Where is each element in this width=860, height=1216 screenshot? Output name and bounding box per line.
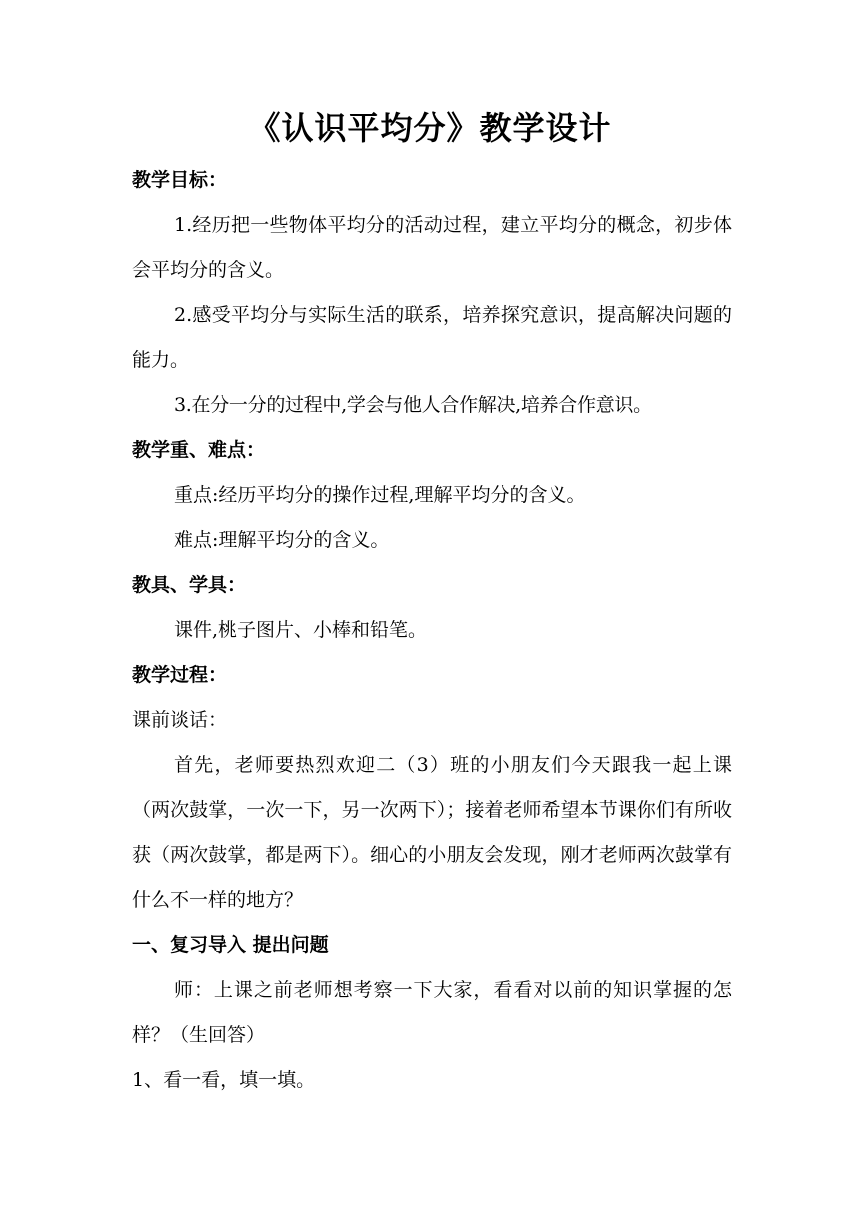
part1-text: 师：上课之前老师想考察一下大家，看看对以前的知识掌握的怎样？（生回答） [132, 979, 732, 1046]
objectives-heading: 教学目标： [132, 169, 228, 191]
part1-item: 1、看一看，填一填。 [132, 1069, 316, 1091]
pre-class-label: 课前谈话： [132, 709, 228, 731]
tools-text: 课件,桃子图片、小棒和铅笔。 [174, 619, 428, 641]
part1-heading: 一、复习导入 提出问题 [132, 934, 329, 956]
document-body [132, 158, 732, 1103]
pre-class-text: 首先，老师要热烈欢迎二（3）班的小朋友们今天跟我一起上课（两次鼓掌，一次一下，另一次两下）；接着老师希望本节课你们有所收获（两次鼓掌，都是两下）。细心的小朋友会发现，刚才老师两次鼓掌有什么不一样的地方？ [132, 754, 732, 911]
objective-item: 1.经历把一些物体平均分的活动过程，建立平均分的概念，初步体会平均分的含义。 [132, 214, 732, 281]
process-heading: 教学过程： [132, 664, 228, 686]
key-points-heading: 教学重、难点： [132, 439, 266, 461]
document-title: 《认识平均分》教学设计 [248, 109, 612, 147]
tools-heading: 教具、学具： [132, 574, 247, 596]
objective-item: 3.在分一分的过程中,学会与他人合作解决,培养合作意识。 [174, 394, 652, 416]
key-point: 重点:经历平均分的操作过程,理解平均分的含义。 [174, 484, 586, 506]
difficult-point: 难点:理解平均分的含义。 [174, 529, 390, 551]
objective-item: 2.感受平均分与实际生活的联系，培养探究意识，提高解决问题的能力。 [132, 304, 732, 371]
